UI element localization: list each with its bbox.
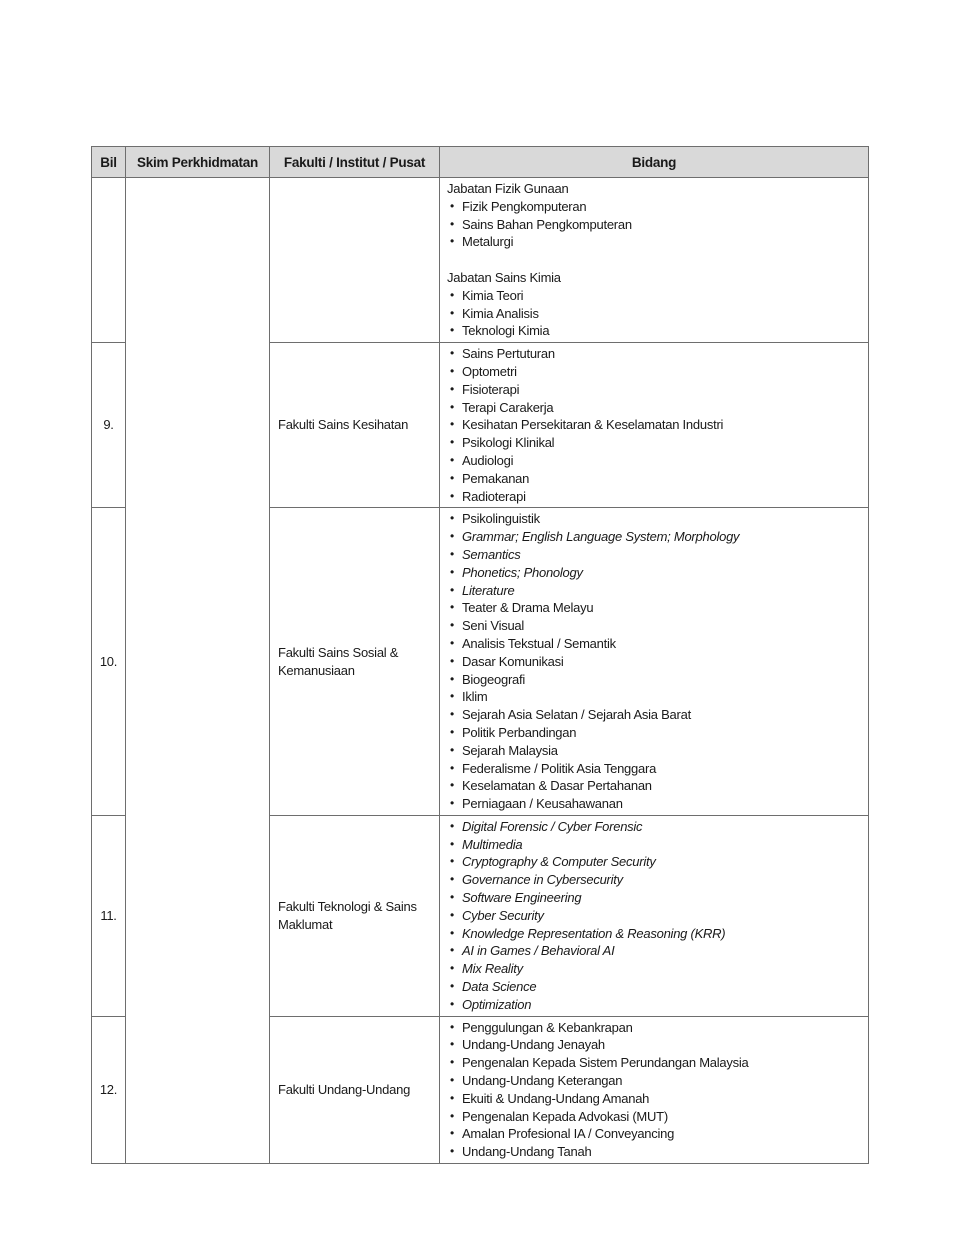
bullet-icon: • (450, 381, 454, 396)
bullet-icon: • (450, 1126, 454, 1141)
bidang-bullet-item (440, 198, 864, 216)
bidang-bullet-item (440, 1108, 864, 1126)
bidang-item-label: Undang-Undang Jenayah (462, 1037, 605, 1053)
bidang-item-label: Cryptography & Computer Security (462, 854, 656, 870)
bidang-item-label: Ekuiti & Undang-Undang Amanah (462, 1090, 650, 1106)
bullet-icon: • (450, 653, 454, 668)
bil-cell: 10. (92, 508, 126, 816)
bullet-icon: • (450, 600, 454, 615)
bidang-item-label: Data Science (462, 979, 537, 995)
bidang-item-label: Undang-Undang Keterangan (462, 1073, 623, 1089)
bullet-icon: • (450, 778, 454, 793)
bidang-bullet-item (440, 1019, 864, 1037)
bullet-icon: • (450, 511, 454, 526)
bullet-icon: • (450, 399, 454, 414)
bidang-bullet-item (440, 688, 864, 706)
bidang-item-label: Semantics (462, 546, 521, 562)
header-fakulti-institut-pusat: Fakulti / Institut / Pusat (270, 147, 440, 178)
bullet-icon: • (450, 564, 454, 579)
bidang-bullet-item (440, 889, 864, 907)
bidang-bullet-item (440, 399, 864, 417)
bullet-icon: • (450, 760, 454, 775)
fakulti-cell: Fakulti Undang-Undang (270, 1016, 440, 1163)
bidang-item-label: Metalurgi (462, 234, 514, 250)
bidang-cell (440, 815, 869, 1016)
bidang-bullet-item (440, 653, 864, 671)
bidang-bullet-item (440, 488, 864, 506)
bidang-item-label: AI in Games / Behavioral AI (462, 943, 615, 959)
bidang-item-label: Analisis Tekstual / Semantik (462, 635, 616, 651)
bidang-item-label: Sains Pertuturan (462, 346, 555, 362)
bidang-bullet-item (440, 381, 864, 399)
bullet-icon: • (450, 907, 454, 922)
bidang-bullet-item (440, 546, 864, 564)
bidang-item-label: Keselamatan & Dasar Pertahanan (462, 778, 652, 794)
bidang-bullet-item (440, 795, 864, 813)
bidang-bullet-item (440, 582, 864, 600)
bidang-item-label: Sains Bahan Pengkomputeran (462, 216, 632, 232)
fakulti-cell: Fakulti Sains Kesihatan (270, 343, 440, 508)
bullet-icon: • (450, 452, 454, 467)
bil-cell: 9. (92, 343, 126, 508)
bidang-bullet-item (440, 942, 864, 960)
header-bidang: Bidang (440, 147, 869, 178)
bidang-item-label: Seni Visual (462, 618, 525, 634)
bidang-bullet-item (440, 671, 864, 689)
table-row (92, 178, 869, 343)
bullet-icon: • (450, 470, 454, 485)
bidang-cell (440, 343, 869, 508)
bullet-icon: • (450, 872, 454, 887)
bidang-item-label: Pengenalan Kepada Advokasi (MUT) (462, 1108, 668, 1124)
bidang-bullet-item (440, 996, 864, 1014)
bullet-icon: • (450, 689, 454, 704)
bidang-bullet-item (440, 777, 864, 795)
bidang-item-label: Amalan Profesional IA / Conveyancing (462, 1126, 675, 1142)
bidang-bullet-item (440, 1090, 864, 1108)
bidang-item-label: Sejarah Asia Selatan / Sejarah Asia Barat (462, 707, 691, 723)
bullet-icon: • (450, 925, 454, 940)
bidang-bullet-item (440, 470, 864, 488)
bidang-bullet-item (440, 305, 864, 323)
bidang-bullet-item (440, 434, 864, 452)
bullet-icon: • (450, 724, 454, 739)
bullet-icon: • (450, 1055, 454, 1070)
bidang-item-label: Optometri (462, 363, 517, 379)
bidang-bullet-item (440, 907, 864, 925)
bil-cell: 11. (92, 815, 126, 1016)
bidang-item-label: Biogeografi (462, 671, 526, 687)
bullet-icon: • (450, 796, 454, 811)
bidang-bullet-item (440, 528, 864, 546)
bidang-cell (440, 508, 869, 816)
bil-cell (92, 178, 126, 343)
bidang-item-label: Audiologi (462, 452, 514, 468)
bidang-item-label: Mix Reality (462, 961, 523, 977)
bidang-bullet-item (440, 322, 864, 340)
bidang-item-label: Governance in Cybersecurity (462, 872, 623, 888)
bidang-item-label: Kimia Analisis (462, 305, 539, 321)
bidang-bullet-item (440, 724, 864, 742)
bidang-bullet-item (440, 345, 864, 363)
bidang-bullet-item (440, 742, 864, 760)
bidang-table (91, 146, 869, 1164)
bidang-bullet-item (440, 871, 864, 889)
bullet-icon: • (450, 943, 454, 958)
bidang-item-label: Politik Perbandingan (462, 724, 577, 740)
bidang-bullet-item (440, 617, 864, 635)
bullet-icon: • (450, 635, 454, 650)
bullet-icon: • (450, 1090, 454, 1105)
bidang-item-label: Cyber Security (462, 907, 544, 923)
bidang-bullet-item (440, 818, 864, 836)
bidang-item-label: Grammar; English Language System; Morphology (462, 529, 740, 545)
bullet-icon: • (450, 323, 454, 338)
bullet-icon: • (450, 198, 454, 213)
bullet-icon: • (450, 546, 454, 561)
bidang-bullet-item (440, 510, 864, 528)
bidang-item-label: Pemakanan (462, 470, 530, 486)
bidang-bullet-item (440, 960, 864, 978)
bidang-bullet-item (440, 1054, 864, 1072)
bullet-icon: • (450, 1037, 454, 1052)
bullet-icon: • (450, 234, 454, 249)
bullet-icon: • (450, 435, 454, 450)
bil-cell: 12. (92, 1016, 126, 1163)
header-bil: Bil (92, 147, 126, 178)
bidang-cell (440, 1016, 869, 1163)
bidang-item-label: Perniagaan / Keusahawanan (462, 796, 623, 812)
bullet-icon: • (450, 529, 454, 544)
bullet-icon: • (450, 707, 454, 722)
bidang-item-label: Fizik Pengkomputeran (462, 198, 587, 214)
bidang-heading: Jabatan Fizik Gunaan (447, 181, 569, 196)
bullet-icon: • (450, 818, 454, 833)
fakulti-cell (270, 178, 440, 343)
bidang-bullet-item (440, 925, 864, 943)
bidang-item-label: Radioterapi (462, 488, 526, 504)
bidang-heading: Jabatan Sains Kimia (447, 269, 561, 285)
bullet-icon: • (450, 363, 454, 378)
bidang-item-label: Software Engineering (462, 890, 582, 906)
bidang-bullet-item (440, 233, 864, 251)
bullet-icon: • (450, 890, 454, 905)
bidang-bullet-item (440, 853, 864, 871)
bidang-cell (440, 178, 869, 343)
bidang-item-label: Phonetics; Phonology (462, 564, 583, 580)
bidang-item-label: Dasar Komunikasi (462, 653, 564, 669)
bidang-bullet-item (440, 1125, 864, 1143)
bidang-bullet-item (440, 978, 864, 996)
bidang-bullet-item (440, 416, 864, 434)
bidang-spacer (440, 251, 864, 269)
bidang-item-label: Fisioterapi (462, 381, 520, 397)
bullet-icon: • (450, 582, 454, 597)
bidang-item-label: Teater & Drama Melayu (462, 600, 594, 616)
fakulti-cell: Fakulti Sains Sosial & Kemanusiaan (270, 508, 440, 816)
bidang-item-label: Optimization (462, 996, 532, 1012)
bullet-icon: • (450, 488, 454, 503)
bidang-item-label: Pengenalan Kepada Sistem Perundangan Malaysia (462, 1055, 749, 1071)
bidang-item-label: Psikolinguistik (462, 511, 540, 527)
bullet-icon: • (450, 1144, 454, 1159)
fakulti-cell: Fakulti Teknologi & Sains Maklumat (270, 815, 440, 1016)
bullet-icon: • (450, 854, 454, 869)
bullet-icon: • (450, 417, 454, 432)
bidang-item-label: Teknologi Kimia (462, 323, 550, 339)
skim-perkhidmatan-cell (126, 178, 270, 1164)
bidang-bullet-item (440, 760, 864, 778)
bidang-bullet-item (440, 1036, 864, 1054)
bullet-icon: • (450, 305, 454, 320)
bidang-bullet-item (440, 1143, 864, 1161)
bidang-bullet-item (440, 564, 864, 582)
bidang-item-label: Penggulungan & Kebankrapan (462, 1019, 633, 1035)
bidang-item-label: Multimedia (462, 836, 523, 852)
bullet-icon: • (450, 1073, 454, 1088)
bidang-bullet-item (440, 599, 864, 617)
bidang-bullet-item (440, 1072, 864, 1090)
bullet-icon: • (450, 1019, 454, 1034)
bullet-icon: • (450, 961, 454, 976)
bullet-icon: • (450, 287, 454, 302)
bidang-item-label: Federalisme / Politik Asia Tenggara (462, 760, 657, 776)
bidang-bullet-item (440, 363, 864, 381)
bullet-icon: • (450, 346, 454, 361)
bidang-item-label: Kimia Teori (462, 287, 524, 303)
bidang-bullet-item (440, 452, 864, 470)
bidang-bullet-item (440, 706, 864, 724)
bidang-item-label: Psikologi Klinikal (462, 435, 555, 451)
bullet-icon: • (450, 979, 454, 994)
bullet-icon: • (450, 618, 454, 633)
bidang-item-label: Literature (462, 582, 515, 598)
bidang-bullet-item (440, 216, 864, 234)
bidang-bullet-item (440, 635, 864, 653)
bullet-icon: • (450, 1108, 454, 1123)
bidang-bullet-item (440, 287, 864, 305)
bidang-item-label: Digital Forensic / Cyber Forensic (462, 818, 643, 834)
bullet-icon: • (450, 216, 454, 231)
bidang-item-label: Undang-Undang Tanah (462, 1144, 592, 1160)
header-skim-perkhidmatan: Skim Perkhidmatan (126, 147, 270, 178)
bidang-item-label: Iklim (462, 689, 488, 705)
bidang-item-label: Terapi Carakerja (462, 399, 554, 415)
bullet-icon: • (450, 671, 454, 686)
bidang-item-label: Kesihatan Persekitaran & Keselamatan Industri (462, 417, 724, 433)
bullet-icon: • (450, 996, 454, 1011)
bullet-icon: • (450, 742, 454, 757)
bidang-bullet-item (440, 836, 864, 854)
table-header-row (92, 147, 869, 178)
bidang-item-label: Knowledge Representation & Reasoning (KRR) (462, 925, 726, 941)
bidang-item-label: Sejarah Malaysia (462, 742, 558, 758)
bullet-icon: • (450, 836, 454, 851)
